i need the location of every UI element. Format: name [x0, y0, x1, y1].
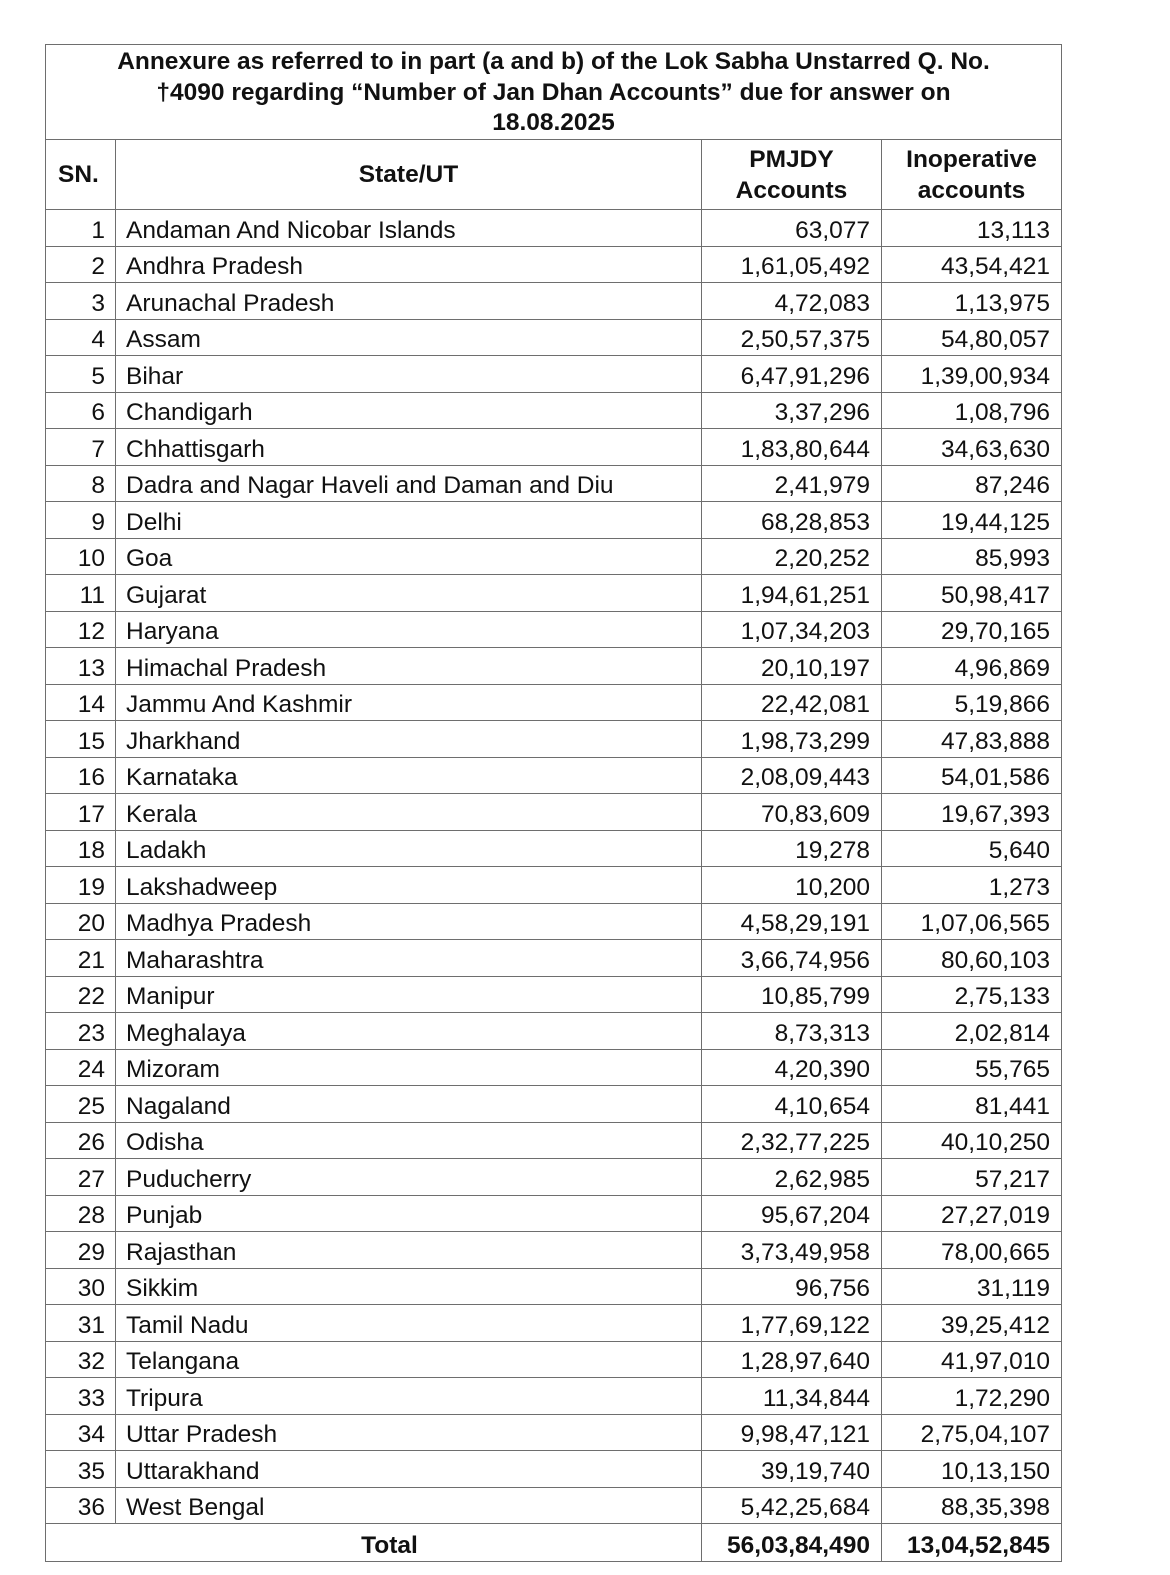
table-row — [46, 1232, 1062, 1269]
total-label: Total — [46, 1524, 702, 1562]
cell-sn: 28 — [46, 1195, 116, 1232]
cell-pmjdy-accounts: 4,58,29,191 — [702, 903, 882, 940]
cell-pmjdy-accounts: 1,61,05,492 — [702, 246, 882, 283]
cell-inoperative-accounts: 47,83,888 — [882, 721, 1062, 758]
cell-sn: 2 — [46, 246, 116, 283]
cell-state: Nagaland — [116, 1086, 702, 1123]
cell-pmjdy-accounts: 1,83,80,644 — [702, 429, 882, 466]
table-row — [46, 976, 1062, 1013]
cell-state: Delhi — [116, 502, 702, 539]
cell-inoperative-accounts: 1,72,290 — [882, 1378, 1062, 1415]
cell-state: Uttarakhand — [116, 1451, 702, 1488]
cell-pmjdy-accounts: 3,37,296 — [702, 392, 882, 429]
table-row — [46, 429, 1062, 466]
table-row — [46, 1049, 1062, 1086]
title-line-1: Annexure as referred to in part (a and b) of the Lok Sabha Unstarred Q. No. — [117, 48, 990, 75]
cell-state: Telangana — [116, 1341, 702, 1378]
cell-inoperative-accounts: 78,00,665 — [882, 1232, 1062, 1269]
cell-pmjdy-accounts: 2,41,979 — [702, 465, 882, 502]
cell-state: West Bengal — [116, 1487, 702, 1524]
cell-sn: 9 — [46, 502, 116, 539]
cell-state: Andhra Pradesh — [116, 246, 702, 283]
table-row — [46, 757, 1062, 794]
cell-sn: 26 — [46, 1122, 116, 1159]
cell-sn: 22 — [46, 976, 116, 1013]
cell-sn: 6 — [46, 392, 116, 429]
table-row — [46, 940, 1062, 977]
cell-state: Meghalaya — [116, 1013, 702, 1050]
table-row — [46, 721, 1062, 758]
cell-inoperative-accounts: 40,10,250 — [882, 1122, 1062, 1159]
cell-state: Dadra and Nagar Haveli and Daman and Diu — [116, 465, 702, 502]
cell-state: Rajasthan — [116, 1232, 702, 1269]
cell-state: Assam — [116, 319, 702, 356]
title-line-2: †4090 regarding “Number of Jan Dhan Accounts” due for answer on — [156, 78, 951, 106]
cell-sn: 7 — [46, 429, 116, 466]
table-row — [46, 1268, 1062, 1305]
cell-sn: 21 — [46, 940, 116, 977]
cell-inoperative-accounts: 13,113 — [882, 210, 1062, 247]
cell-pmjdy-accounts: 95,67,204 — [702, 1195, 882, 1232]
cell-state: Ladakh — [116, 830, 702, 867]
cell-state: Goa — [116, 538, 702, 575]
cell-pmjdy-accounts: 2,20,252 — [702, 538, 882, 575]
header-state: State/UT — [116, 140, 702, 210]
cell-state: Kerala — [116, 794, 702, 831]
total-row — [46, 1524, 1062, 1562]
cell-inoperative-accounts: 1,07,06,565 — [882, 903, 1062, 940]
cell-inoperative-accounts: 88,35,398 — [882, 1487, 1062, 1524]
table-row — [46, 392, 1062, 429]
header-inop-line2: accounts — [917, 176, 1026, 204]
cell-pmjdy-accounts: 1,07,34,203 — [702, 611, 882, 648]
cell-sn: 35 — [46, 1451, 116, 1488]
cell-sn: 30 — [46, 1268, 116, 1305]
cell-sn: 14 — [46, 684, 116, 721]
cell-pmjdy-accounts: 4,20,390 — [702, 1049, 882, 1086]
cell-state: Jammu And Kashmir — [116, 684, 702, 721]
cell-inoperative-accounts: 5,640 — [882, 830, 1062, 867]
cell-sn: 8 — [46, 465, 116, 502]
cell-state: Arunachal Pradesh — [116, 283, 702, 320]
cell-state: Andaman And Nicobar Islands — [116, 210, 702, 247]
table-row — [46, 1487, 1062, 1524]
cell-sn: 31 — [46, 1305, 116, 1342]
cell-pmjdy-accounts: 3,73,49,958 — [702, 1232, 882, 1269]
cell-pmjdy-accounts: 20,10,197 — [702, 648, 882, 685]
cell-sn: 20 — [46, 903, 116, 940]
cell-pmjdy-accounts: 1,28,97,640 — [702, 1341, 882, 1378]
table-row — [46, 684, 1062, 721]
cell-sn: 16 — [46, 757, 116, 794]
cell-state: Jharkhand — [116, 721, 702, 758]
cell-inoperative-accounts: 2,75,133 — [882, 976, 1062, 1013]
table-row — [46, 575, 1062, 612]
total-inoperative: 13,04,52,845 — [882, 1524, 1062, 1562]
table-row — [46, 1451, 1062, 1488]
header-pmjdy-line2: Accounts — [735, 176, 848, 204]
cell-inoperative-accounts: 39,25,412 — [882, 1305, 1062, 1342]
cell-state: Gujarat — [116, 575, 702, 612]
header-inop-line1: Inoperative — [906, 145, 1037, 173]
cell-inoperative-accounts: 87,246 — [882, 465, 1062, 502]
cell-pmjdy-accounts: 2,62,985 — [702, 1159, 882, 1196]
cell-pmjdy-accounts: 1,77,69,122 — [702, 1305, 882, 1342]
cell-state: Himachal Pradesh — [116, 648, 702, 685]
cell-sn: 25 — [46, 1086, 116, 1123]
table-row — [46, 502, 1062, 539]
total-pmjdy: 56,03,84,490 — [702, 1524, 882, 1562]
cell-inoperative-accounts: 50,98,417 — [882, 575, 1062, 612]
cell-inoperative-accounts: 19,67,393 — [882, 794, 1062, 831]
cell-pmjdy-accounts: 70,83,609 — [702, 794, 882, 831]
cell-state: Punjab — [116, 1195, 702, 1232]
cell-sn: 12 — [46, 611, 116, 648]
cell-pmjdy-accounts: 10,200 — [702, 867, 882, 904]
cell-pmjdy-accounts: 22,42,081 — [702, 684, 882, 721]
cell-state: Uttar Pradesh — [116, 1414, 702, 1451]
cell-state: Maharashtra — [116, 940, 702, 977]
header-sn: SN. — [46, 140, 116, 210]
cell-state: Bihar — [116, 356, 702, 393]
table-row — [46, 903, 1062, 940]
cell-inoperative-accounts: 27,27,019 — [882, 1195, 1062, 1232]
cell-pmjdy-accounts: 63,077 — [702, 210, 882, 247]
cell-inoperative-accounts: 43,54,421 — [882, 246, 1062, 283]
table-row — [46, 210, 1062, 247]
cell-pmjdy-accounts: 4,10,654 — [702, 1086, 882, 1123]
header-pmjdy-accounts — [702, 140, 882, 210]
header-row — [46, 140, 1062, 210]
cell-sn: 27 — [46, 1159, 116, 1196]
cell-pmjdy-accounts: 11,34,844 — [702, 1378, 882, 1415]
table-row — [46, 319, 1062, 356]
cell-state: Tripura — [116, 1378, 702, 1415]
cell-inoperative-accounts: 19,44,125 — [882, 502, 1062, 539]
table-row — [46, 1013, 1062, 1050]
cell-pmjdy-accounts: 5,42,25,684 — [702, 1487, 882, 1524]
table-row — [46, 1305, 1062, 1342]
cell-sn: 19 — [46, 867, 116, 904]
cell-sn: 23 — [46, 1013, 116, 1050]
table-row — [46, 1122, 1062, 1159]
cell-state: Haryana — [116, 611, 702, 648]
cell-state: Manipur — [116, 976, 702, 1013]
cell-sn: 18 — [46, 830, 116, 867]
cell-inoperative-accounts: 1,273 — [882, 867, 1062, 904]
cell-pmjdy-accounts: 19,278 — [702, 830, 882, 867]
cell-sn: 5 — [46, 356, 116, 393]
title-row — [46, 45, 1062, 140]
cell-sn: 1 — [46, 210, 116, 247]
table-row — [46, 1378, 1062, 1415]
document-title — [46, 45, 1062, 140]
cell-sn: 15 — [46, 721, 116, 758]
cell-sn: 17 — [46, 794, 116, 831]
cell-inoperative-accounts: 1,08,796 — [882, 392, 1062, 429]
cell-sn: 32 — [46, 1341, 116, 1378]
table-row — [46, 1341, 1062, 1378]
cell-pmjdy-accounts: 1,98,73,299 — [702, 721, 882, 758]
cell-state: Chandigarh — [116, 392, 702, 429]
cell-pmjdy-accounts: 68,28,853 — [702, 502, 882, 539]
cell-inoperative-accounts: 1,39,00,934 — [882, 356, 1062, 393]
cell-inoperative-accounts: 2,75,04,107 — [882, 1414, 1062, 1451]
cell-sn: 13 — [46, 648, 116, 685]
cell-sn: 10 — [46, 538, 116, 575]
cell-pmjdy-accounts: 39,19,740 — [702, 1451, 882, 1488]
cell-inoperative-accounts: 2,02,814 — [882, 1013, 1062, 1050]
cell-sn: 36 — [46, 1487, 116, 1524]
cell-pmjdy-accounts: 8,73,313 — [702, 1013, 882, 1050]
header-inoperative-accounts — [882, 140, 1062, 210]
table-row — [46, 611, 1062, 648]
cell-inoperative-accounts: 54,01,586 — [882, 757, 1062, 794]
cell-sn: 3 — [46, 283, 116, 320]
cell-pmjdy-accounts: 1,94,61,251 — [702, 575, 882, 612]
table-row — [46, 1414, 1062, 1451]
table-row — [46, 1159, 1062, 1196]
cell-state: Sikkim — [116, 1268, 702, 1305]
cell-inoperative-accounts: 31,119 — [882, 1268, 1062, 1305]
table-row — [46, 867, 1062, 904]
table-row — [46, 794, 1062, 831]
cell-inoperative-accounts: 54,80,057 — [882, 319, 1062, 356]
cell-inoperative-accounts: 5,19,866 — [882, 684, 1062, 721]
cell-sn: 34 — [46, 1414, 116, 1451]
cell-state: Madhya Pradesh — [116, 903, 702, 940]
table-row — [46, 283, 1062, 320]
cell-state: Tamil Nadu — [116, 1305, 702, 1342]
table-row — [46, 1086, 1062, 1123]
annexure-table — [45, 44, 1062, 1562]
cell-sn: 29 — [46, 1232, 116, 1269]
title-line-3: 18.08.2025 — [492, 109, 615, 136]
cell-inoperative-accounts: 80,60,103 — [882, 940, 1062, 977]
table-row — [46, 830, 1062, 867]
cell-inoperative-accounts: 57,217 — [882, 1159, 1062, 1196]
cell-inoperative-accounts: 55,765 — [882, 1049, 1062, 1086]
cell-inoperative-accounts: 4,96,869 — [882, 648, 1062, 685]
cell-pmjdy-accounts: 10,85,799 — [702, 976, 882, 1013]
cell-pmjdy-accounts: 3,66,74,956 — [702, 940, 882, 977]
cell-pmjdy-accounts: 9,98,47,121 — [702, 1414, 882, 1451]
cell-sn: 24 — [46, 1049, 116, 1086]
cell-inoperative-accounts: 85,993 — [882, 538, 1062, 575]
cell-state: Mizoram — [116, 1049, 702, 1086]
cell-inoperative-accounts: 81,441 — [882, 1086, 1062, 1123]
table-row — [46, 538, 1062, 575]
cell-pmjdy-accounts: 2,32,77,225 — [702, 1122, 882, 1159]
cell-state: Karnataka — [116, 757, 702, 794]
table-row — [46, 648, 1062, 685]
cell-sn: 33 — [46, 1378, 116, 1415]
cell-pmjdy-accounts: 6,47,91,296 — [702, 356, 882, 393]
cell-inoperative-accounts: 41,97,010 — [882, 1341, 1062, 1378]
table-row — [46, 1195, 1062, 1232]
cell-inoperative-accounts: 29,70,165 — [882, 611, 1062, 648]
header-pmjdy-line1: PMJDY — [749, 145, 834, 173]
cell-state: Lakshadweep — [116, 867, 702, 904]
table-row — [46, 465, 1062, 502]
table-row — [46, 246, 1062, 283]
cell-sn: 4 — [46, 319, 116, 356]
cell-state: Chhattisgarh — [116, 429, 702, 466]
cell-pmjdy-accounts: 96,756 — [702, 1268, 882, 1305]
cell-pmjdy-accounts: 2,08,09,443 — [702, 757, 882, 794]
cell-inoperative-accounts: 10,13,150 — [882, 1451, 1062, 1488]
cell-state: Odisha — [116, 1122, 702, 1159]
cell-inoperative-accounts: 34,63,630 — [882, 429, 1062, 466]
cell-pmjdy-accounts: 4,72,083 — [702, 283, 882, 320]
table-row — [46, 356, 1062, 393]
cell-state: Puducherry — [116, 1159, 702, 1196]
cell-inoperative-accounts: 1,13,975 — [882, 283, 1062, 320]
cell-sn: 11 — [46, 575, 116, 612]
cell-pmjdy-accounts: 2,50,57,375 — [702, 319, 882, 356]
